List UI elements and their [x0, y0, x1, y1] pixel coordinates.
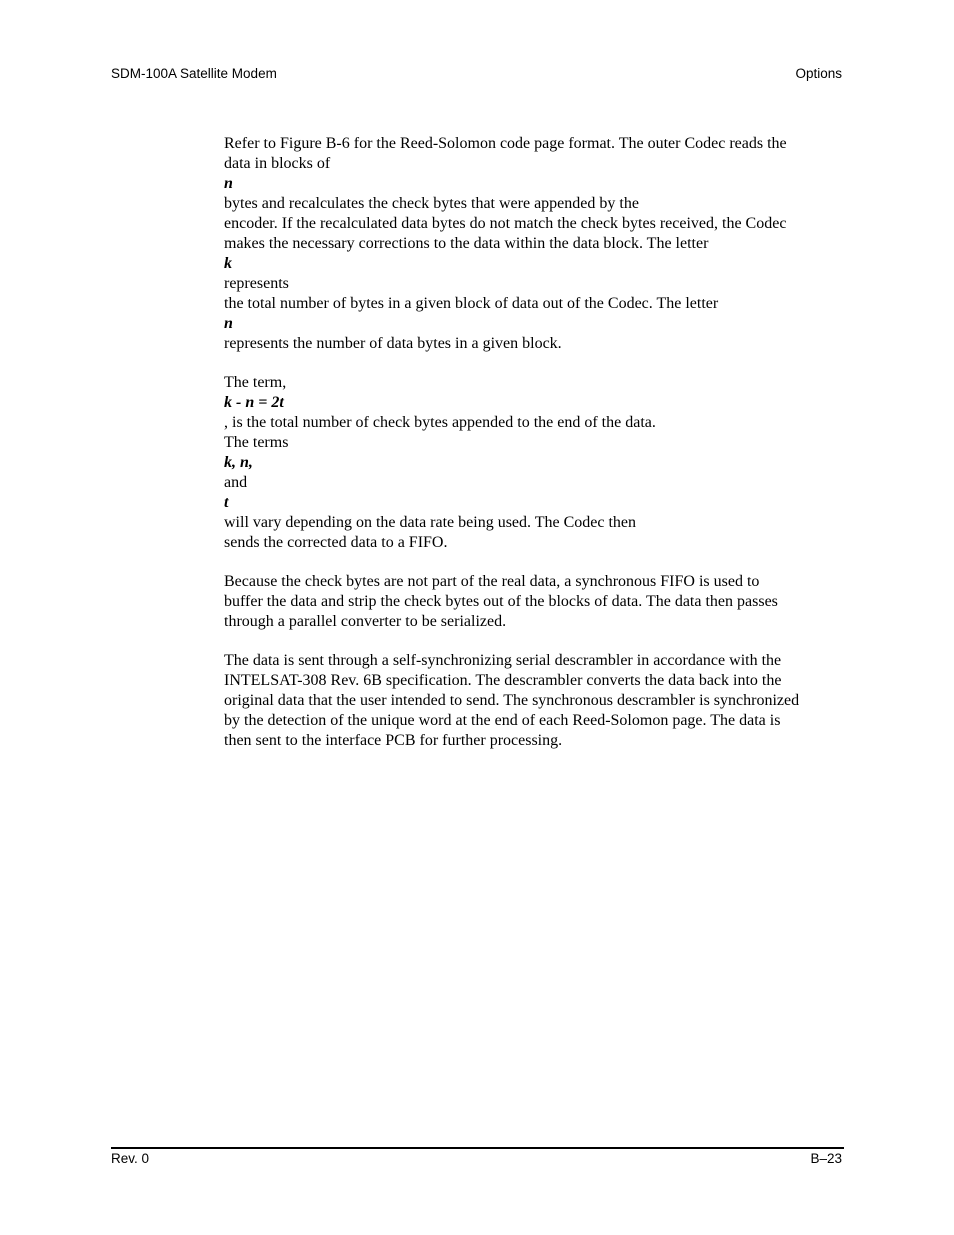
text-run: The terms — [224, 434, 289, 451]
text-run: then sent to the interface PCB for further processing. — [224, 732, 563, 749]
text-run: makes the necessary corrections to the data within the data block. The letter — [224, 235, 709, 252]
text-run: The data is sent through a self-synchronizing serial descrambler in accordance with the — [224, 652, 782, 669]
text-run: Because the check bytes are not part of the real data, a synchronous FIFO is used to — [224, 573, 760, 590]
footer-revision: Rev. 0 — [111, 1151, 150, 1166]
text-run: buffer the data and strip the check bytes out of the blocks of data. The data then passes — [224, 593, 778, 610]
paragraph — [224, 651, 846, 751]
emphasized-term: k - n = 2t — [224, 394, 284, 411]
emphasized-term: n — [224, 315, 233, 332]
text-run: sends the corrected data to a FIFO. — [224, 534, 448, 551]
text-line — [224, 711, 846, 731]
text-line — [224, 234, 846, 294]
footer-rule — [111, 1147, 844, 1149]
text-run: , is the total number of check bytes appended to the end of the data. — [224, 414, 656, 431]
footer-page-number: B–23 — [810, 1151, 842, 1166]
header-document-title: SDM-100A Satellite Modem — [111, 66, 277, 81]
text-run: through a parallel converter to be serialized. — [224, 613, 507, 630]
text-line — [224, 671, 846, 691]
text-run: encoder. If the recalculated data bytes do not match the check bytes received, the Codec — [224, 215, 787, 232]
text-run: the total number of bytes in a given block of data out of the Codec. The letter — [224, 295, 719, 312]
text-run: by the detection of the unique word at the end of each Reed-Solomon page. The data is — [224, 712, 781, 729]
emphasized-term: n — [224, 175, 233, 192]
emphasized-term: t — [224, 494, 229, 511]
text-run: original data that the user intended to send. The synchronous descrambler is synchronized — [224, 692, 800, 709]
text-run: represents the number of data bytes in a given block. — [224, 335, 562, 352]
text-line — [224, 154, 846, 214]
text-line — [224, 214, 846, 234]
paragraph — [224, 373, 846, 553]
text-run: The term, — [224, 374, 287, 391]
text-line — [224, 612, 846, 632]
text-line — [224, 592, 846, 612]
paragraph — [224, 134, 846, 354]
text-run: will vary depending on the data rate being used. The Codec then — [224, 514, 637, 531]
text-run: data in blocks of — [224, 155, 331, 172]
text-line — [224, 433, 846, 533]
text-line — [224, 731, 846, 751]
text-run: INTELSAT-308 Rev. 6B specification. The descrambler converts the data back into the — [224, 672, 782, 689]
body-text — [224, 134, 846, 770]
emphasized-term: k, n, — [224, 454, 253, 471]
text-line — [224, 334, 846, 354]
text-run: represents — [224, 275, 289, 292]
header-section-name: Options — [795, 66, 842, 81]
text-line — [224, 134, 846, 154]
text-run: Refer to Figure B-6 for the Reed-Solomon code page format. The outer Codec reads the — [224, 135, 787, 152]
text-line — [224, 651, 846, 671]
emphasized-term: k — [224, 255, 232, 272]
text-line — [224, 691, 846, 711]
paragraph — [224, 572, 846, 632]
text-run: bytes and recalculates the check bytes that were appended by the — [224, 195, 639, 212]
text-line — [224, 533, 846, 553]
text-run: and — [224, 474, 248, 491]
text-line — [224, 373, 846, 433]
text-line — [224, 294, 846, 334]
text-line — [224, 572, 846, 592]
